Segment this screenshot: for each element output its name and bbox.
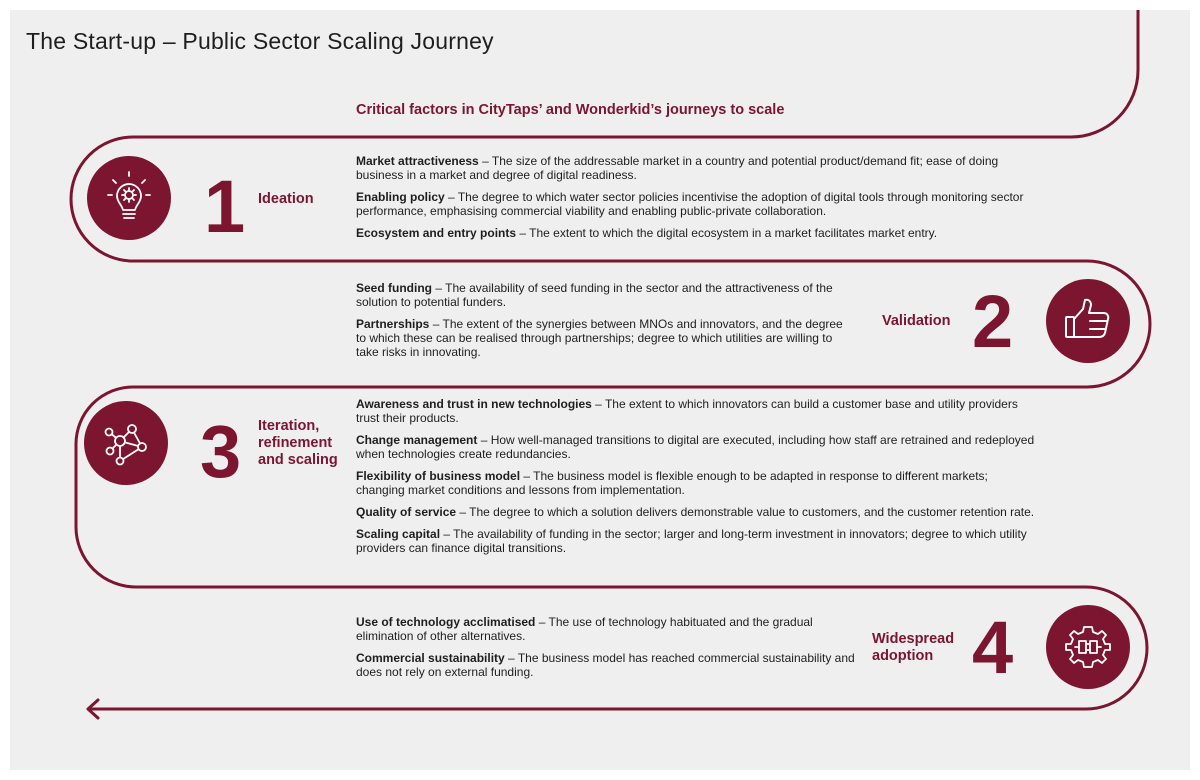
thumbs-up-icon [1046,279,1130,363]
factor-quality-of-service: Quality of service – The degree to which a solution delivers demonstrable value to customers, and the customer retention rate. [356,505,1035,519]
stage-number-4: 4 [972,606,1014,689]
stage-label-3: Iteration, refinement and scaling [258,418,338,468]
factor-enabling-policy: Enabling policy – The degree to which water sector policies incentivise the adoption of digital tools through monitoring sector performance, emphasising commercial viability and enabling public-private collaboration. [356,190,1024,218]
stage-2-factors [356,281,856,367]
stage-3-factors [356,397,1036,563]
stage-label-2: Validation [882,313,951,329]
stage-number-3: 3 [200,410,242,493]
factor-flexibility-business-model: Flexibility of business model – The business model is flexible enough to be adapted in response to different markets; changing market conditions and lessons from implementation. [356,469,988,497]
stage-1-factors [356,154,1036,248]
factor-ecosystem-entry-points: Ecosystem and entry points – The extent to which the digital ecosystem in a market facilitates market entry. [356,226,938,240]
factor-awareness-trust: Awareness and trust in new technologies – The extent to which innovators can build a customer base and utility providers trust their products. [356,397,1018,425]
stage-label-4: Widespread adoption [872,631,955,664]
factor-market-attractiveness: Market attractiveness – The size of the addressable market in a country and potential product/demand fit; ease of doing business in a market and degree of digital readiness. [356,154,999,182]
stage-number-1: 1 [204,165,246,248]
factor-seed-funding: Seed funding – The availability of seed funding in the sector and the attractiveness of the solution to potential funders. [356,281,833,309]
plug-gear-icon [1046,605,1130,689]
factor-change-management: Change management – How well-managed transitions to digital are executed, including how staff are retrained and redeployed when technologies create redundancies. [356,433,1035,461]
journey-diagram [10,10,1190,770]
stage-number-2: 2 [972,280,1014,363]
factor-scaling-capital: Scaling capital – The availability of funding in the sector; larger and long-term investment in innovators; degree to which utility providers can finance digital transitions. [356,527,1027,555]
lightbulb-gear-icon [87,156,171,240]
stage-4-factors [356,615,856,687]
factor-technology-acclimatised: Use of technology acclimatised – The use of technology habituated and the gradual elimination of other alternatives. [356,615,813,643]
factor-partnerships: Partnerships – The extent of the synergies between MNOs and innovators, and the degree to which these can be realised through partnerships; degree to which utilities are willing to take risks in innovating. [356,317,843,359]
page-title: The Start-up – Public Sector Scaling Journey [26,28,494,54]
network-nodes-icon [84,401,168,485]
diagram-subtitle: Critical factors in CityTaps’ and Wonderkid’s journeys to scale [356,102,785,118]
stage-label-1: Ideation [258,191,314,207]
factor-commercial-sustainability: Commercial sustainability – The business model has reached commercial sustainability and does not rely on external funding. [356,651,855,679]
